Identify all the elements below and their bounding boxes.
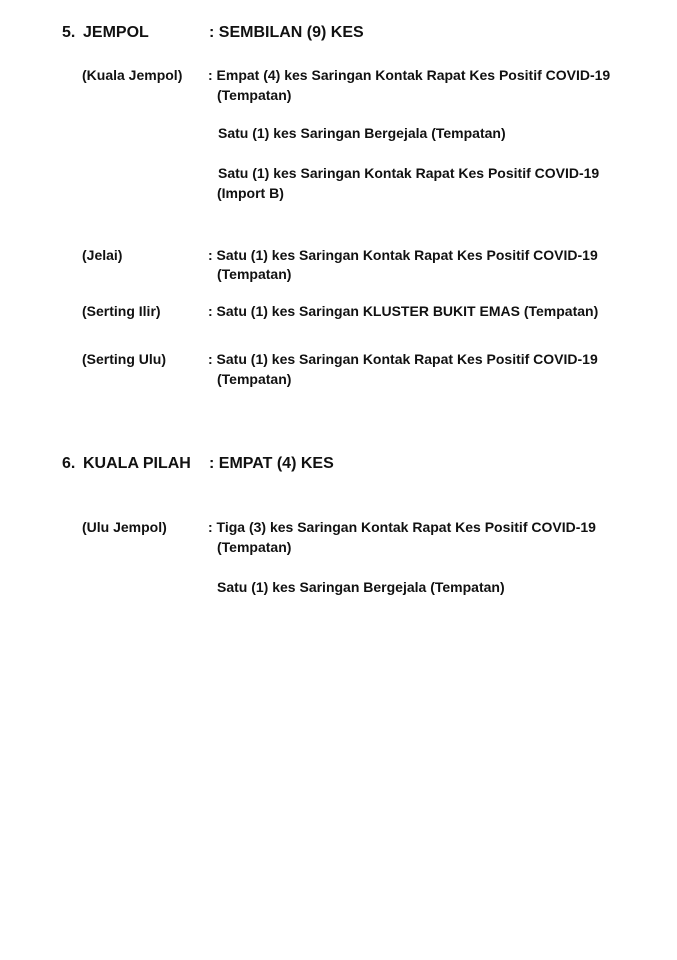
case-line-continued: (Import B) bbox=[217, 185, 284, 201]
section-district: JEMPOL bbox=[83, 24, 149, 41]
case-line-continued: (Tempatan) bbox=[217, 539, 292, 555]
case-line-continued: (Tempatan) bbox=[217, 87, 292, 103]
case-line: Satu (1) kes Saringan Kontak Rapat Kes Positif COVID-19 bbox=[218, 165, 600, 181]
case-line: : Satu (1) kes Saringan Kontak Rapat Kes Positif COVID-19 bbox=[208, 247, 598, 263]
section-total: : SEMBILAN (9) KES bbox=[209, 24, 364, 41]
area-name: (Serting Ilir) bbox=[82, 303, 161, 319]
area-name: (Ulu Jempol) bbox=[82, 519, 167, 535]
case-line: Satu (1) kes Saringan Bergejala (Tempatan) bbox=[217, 579, 505, 595]
section-number: 6. bbox=[62, 455, 76, 472]
case-line-continued: (Tempatan) bbox=[217, 266, 292, 282]
case-line: : Satu (1) kes Saringan Kontak Rapat Kes Positif COVID-19 bbox=[208, 351, 598, 367]
area-name: (Jelai) bbox=[82, 247, 123, 263]
area-name: (Serting Ulu) bbox=[82, 351, 166, 367]
section-total: : EMPAT (4) KES bbox=[209, 455, 334, 472]
section-district: KUALA PILAH bbox=[83, 455, 191, 472]
case-line-continued: (Tempatan) bbox=[217, 371, 292, 387]
area-name: (Kuala Jempol) bbox=[82, 67, 183, 83]
section-number: 5. bbox=[62, 24, 76, 41]
case-line: : Tiga (3) kes Saringan Kontak Rapat Kes Positif COVID-19 bbox=[208, 519, 596, 535]
case-line: : Satu (1) kes Saringan KLUSTER BUKIT EMAS (Tempatan) bbox=[208, 303, 599, 319]
case-line: : Empat (4) kes Saringan Kontak Rapat Kes Positif COVID-19 bbox=[208, 67, 611, 83]
case-line: Satu (1) kes Saringan Bergejala (Tempatan) bbox=[218, 125, 506, 141]
